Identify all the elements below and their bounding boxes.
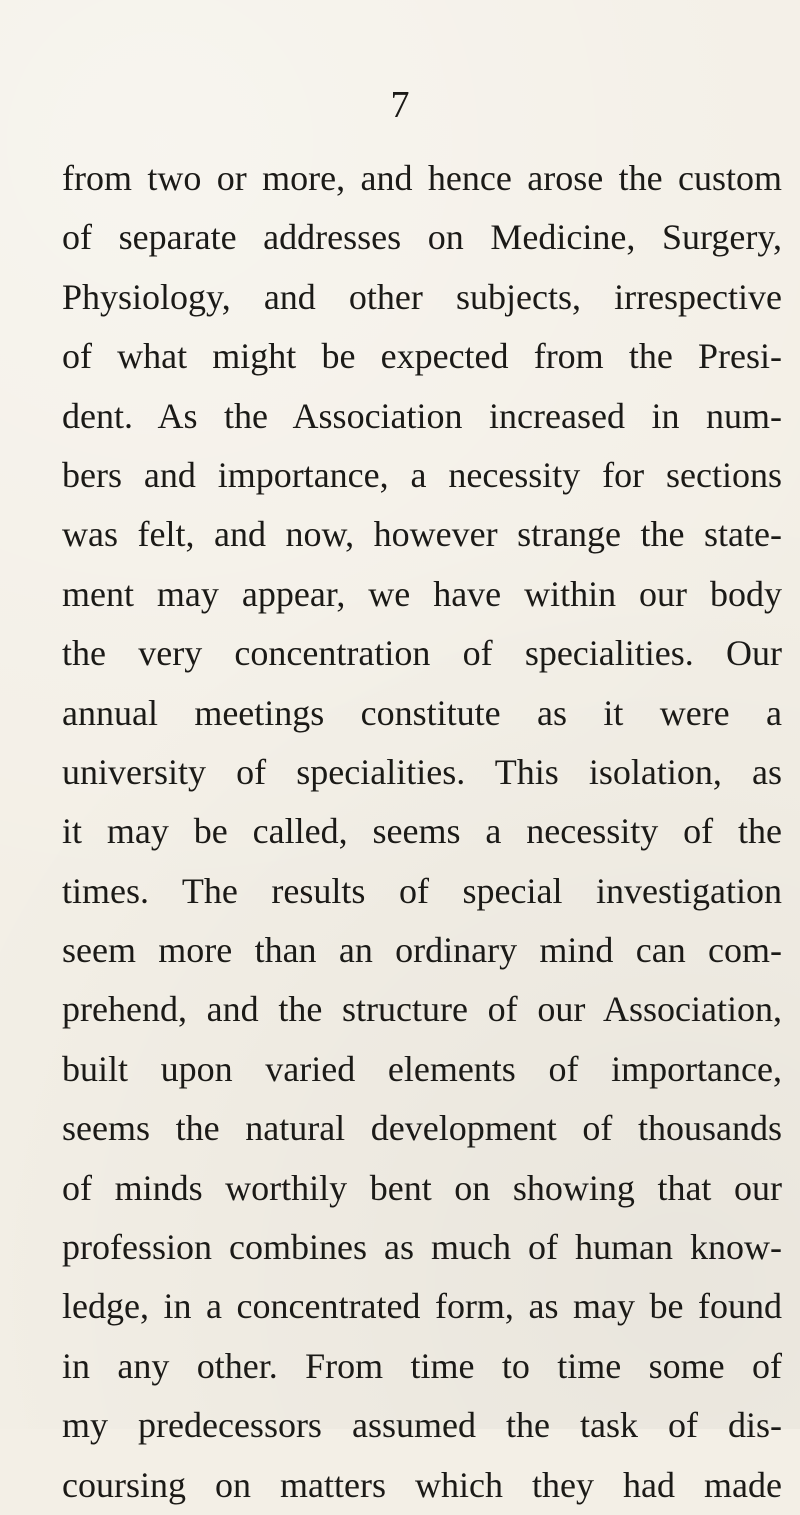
text-line: seems the natural development of thousands [62,1108,782,1149]
text-line: times. The results of special investigation [62,870,782,911]
text-line: my predecessors assumed the task of dis- [62,1405,782,1446]
text-line: seem more than an ordinary mind can com- [62,930,782,971]
body-text [62,149,782,1515]
text-line: of minds worthily bent on showing that our [62,1167,782,1208]
text-line: of separate addresses on Medicine, Surgery, [62,217,782,258]
text-line: of what might be expected from the Presi- [62,336,782,377]
text-line: from two or more, and hence arose the custom [62,158,782,198]
text-line: university of specialities. This isolation, as [62,751,782,792]
text-line: coursing on matters which they had made [62,1464,782,1505]
text-line: profession combines as much of human know- [62,1227,782,1268]
text-line: prehend, and the structure of our Association, [62,989,782,1030]
text-line: annual meetings constitute as it were a [62,692,782,733]
text-line: Physiology, and other subjects, irrespective [62,276,782,317]
text-line: dent. As the Association increased in num- [62,395,782,436]
text-line: ledge, in a concentrated form, as may be found [62,1286,782,1327]
text-line: in any other. From time to time some of [62,1345,782,1386]
text-line: ment may appear, we have within our body [62,573,782,614]
page-number: 7 [390,84,410,126]
text-line: the very concentration of specialities. Our [62,633,782,674]
text-line: was felt, and now, however strange the state- [62,514,782,555]
text-line: it may be called, seems a necessity of the [62,811,782,852]
text-line: built upon varied elements of importance, [62,1048,782,1089]
text-line: bers and importance, a necessity for sections [62,454,782,495]
